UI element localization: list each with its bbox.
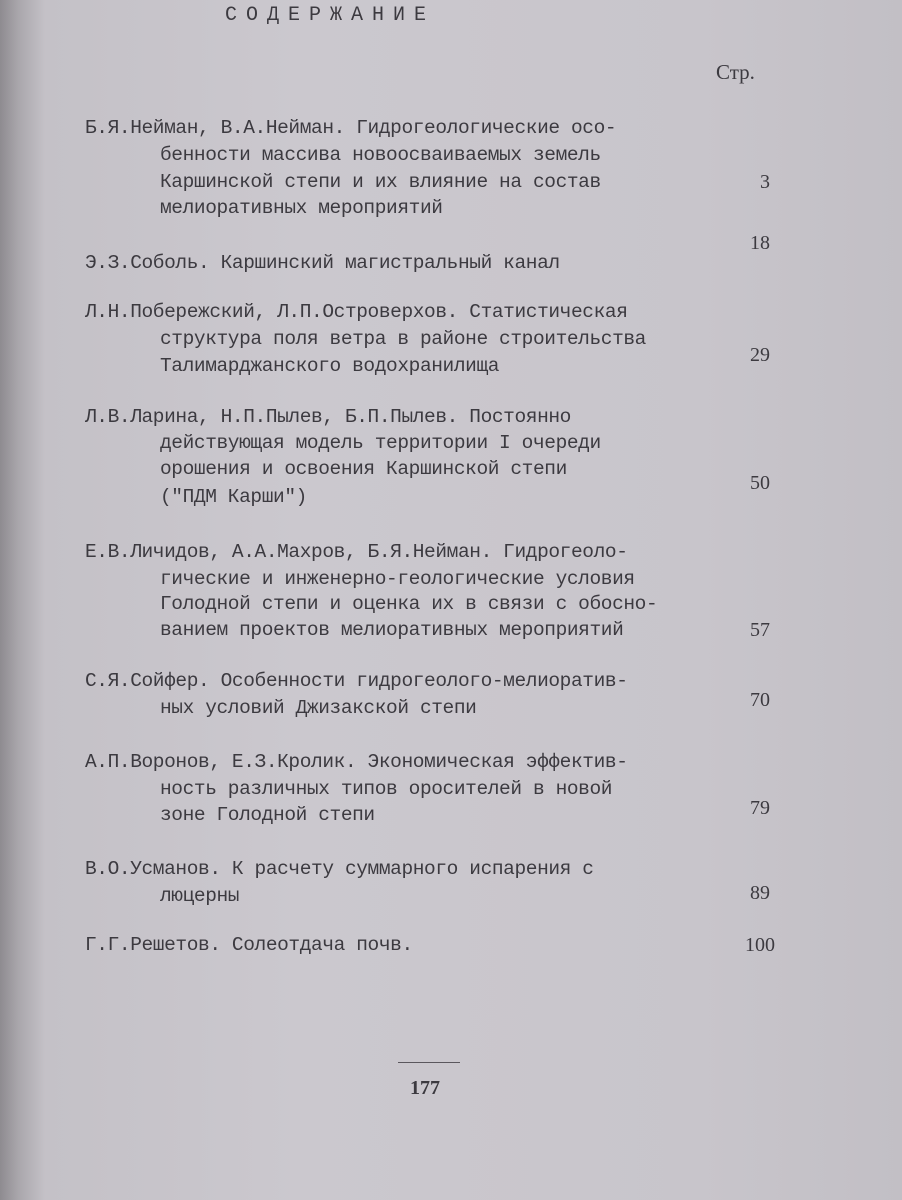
- toc-entry-line: люцерны: [160, 885, 240, 907]
- toc-entry-line: Л.В.Ларина, Н.П.Пылев, Б.П.Пылев. Постоянно: [85, 406, 571, 428]
- toc-entry-page: 57: [750, 619, 770, 641]
- toc-entry-line: ванием проектов мелиоративных мероприятий: [160, 619, 624, 641]
- toc-entry-line: Г.Г.Решетов. Солеотдача почв.: [85, 934, 413, 956]
- toc-entry-line: Каршинской степи и их влияние на состав: [160, 171, 601, 193]
- toc-entry-page: 3: [760, 171, 770, 193]
- toc-entry-line: действующая модель территории I очереди: [160, 432, 601, 454]
- toc-entry-line: бенности массива новоосваиваемых земель: [160, 144, 601, 166]
- toc-entry-line: Л.Н.Побережский, Л.П.Островерхов. Статистическая: [85, 301, 628, 323]
- footer-rule: [398, 1062, 460, 1063]
- toc-entry-line: Голодной степи и оценка их в связи с обосно-: [160, 593, 658, 615]
- toc-entry-line: ность различных типов оросителей в новой: [160, 778, 613, 800]
- toc-entry-line: В.О.Усманов. К расчету суммарного испарения с: [85, 858, 594, 880]
- page-number: 177: [410, 1077, 440, 1099]
- toc-entry-line: Талимарджанского водохранилища: [160, 355, 500, 377]
- toc-entry-page: 50: [750, 472, 770, 494]
- toc-entry-line: структура поля ветра в районе строительства: [160, 328, 646, 350]
- toc-entry-line: А.П.Воронов, Е.З.Кролик. Экономическая эффектив-: [85, 751, 628, 773]
- toc-entry-line: зоне Голодной степи: [160, 804, 375, 826]
- toc-entry-line: гические и инженерно-геологические условия: [160, 568, 635, 590]
- toc-entry-page: 70: [750, 689, 770, 711]
- toc-entry-line: С.Я.Сойфер. Особенности гидрогеолого-мелиоратив-: [85, 670, 628, 692]
- toc-entry-line: Э.З.Соболь. Каршинский магистральный канал: [85, 252, 560, 274]
- toc-entry-page: 18: [750, 232, 770, 254]
- toc-entry-page: 29: [750, 344, 770, 366]
- toc-entry-page: 79: [750, 797, 770, 819]
- toc-entry-line: ("ПДМ Карши"): [160, 486, 307, 508]
- page-title: СОДЕРЖАНИЕ: [225, 4, 436, 27]
- toc-entry-line: Е.В.Личидов, А.А.Махров, Б.Я.Нейман. Гидрогеоло-: [85, 541, 628, 563]
- toc-entry-line: мелиоративных мероприятий: [160, 197, 443, 219]
- toc-entry-line: Б.Я.Нейман, В.А.Нейман. Гидрогеологические осо-: [85, 117, 617, 139]
- toc-entry-line: орошения и освоения Каршинской степи: [160, 458, 567, 480]
- toc-entry-page: 89: [750, 882, 770, 904]
- toc-entry-page: 100: [745, 934, 775, 956]
- page-column-header: Стр.: [716, 60, 755, 84]
- toc-entry-line: ных условий Джизакской степи: [160, 697, 477, 719]
